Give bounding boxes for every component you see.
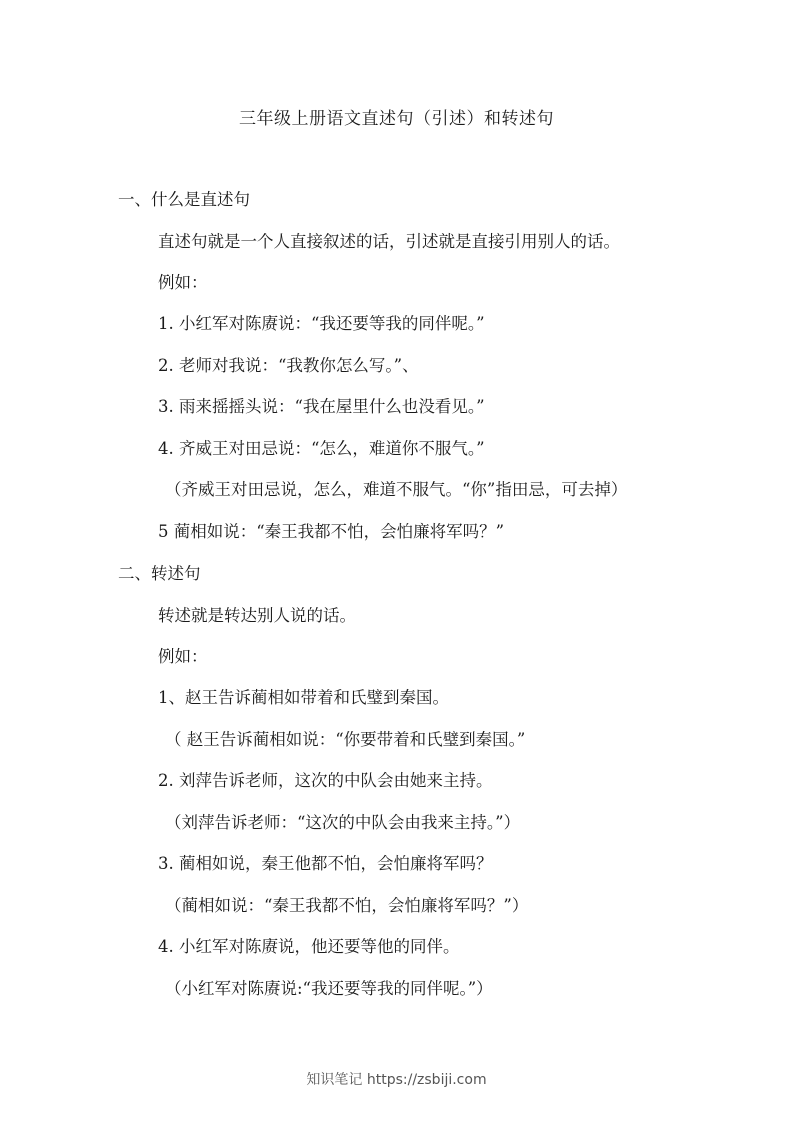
section1-item: 1. 小红军对陈赓说：“我还要等我的同伴呢。” <box>158 314 485 333</box>
section1-definition: 直述句就是一个人直接叙述的话，引述就是直接引用别人的话。 <box>158 232 620 251</box>
section2-note: （蔺相如说：“秦王我都不怕，会怕廉将军吗？”） <box>165 896 529 915</box>
section2-note: （刘萍告诉老师：“这次的中队会由我来主持。”） <box>165 813 521 832</box>
watermark-footer: 知识笔记 https://zsbiji.com <box>306 1072 487 1088</box>
section2-item: 2. 刘萍告诉老师，这次的中队会由她来主持。 <box>158 771 493 790</box>
section2-example-label: 例如： <box>158 647 208 666</box>
section1-item: 3. 雨来摇摇头说：“我在屋里什么也没看见。” <box>158 397 485 416</box>
section1-item: 5 蔺相如说：“秦王我都不怕，会怕廉将军吗？” <box>158 522 505 541</box>
document-title: 三年级上册语文直述句（引述）和转述句 <box>239 109 554 129</box>
section2-item: 3. 蔺相如说，秦王他都不怕，会怕廉将军吗？ <box>158 854 493 873</box>
section1-heading: 一、什么是直述句 <box>118 190 250 209</box>
section1-note: （齐威王对田忌说，怎么，难道不服气。“你”指田忌，可去掉） <box>165 480 628 499</box>
section2-note: （ 赵王告诉蔺相如说：“你要带着和氏璧到秦国。” <box>165 730 526 749</box>
section1-item: 2. 老师对我说：“我教你怎么写。”、 <box>158 356 419 375</box>
section1-item: 4. 齐威王对田忌说：“怎么，难道你不服气。” <box>158 439 485 458</box>
section2-item: 4. 小红军对陈赓说，他还要等他的同伴。 <box>158 937 460 956</box>
section2-heading: 二、转述句 <box>118 564 201 583</box>
section2-item: 1、赵王告诉蔺相如带着和氏璧到秦国。 <box>158 688 449 707</box>
section2-note: （小红军对陈赓说:“我还要等我的同伴呢。”） <box>165 979 493 998</box>
section2-definition: 转述就是转达别人说的话。 <box>158 606 356 625</box>
section1-example-label: 例如： <box>158 273 208 292</box>
